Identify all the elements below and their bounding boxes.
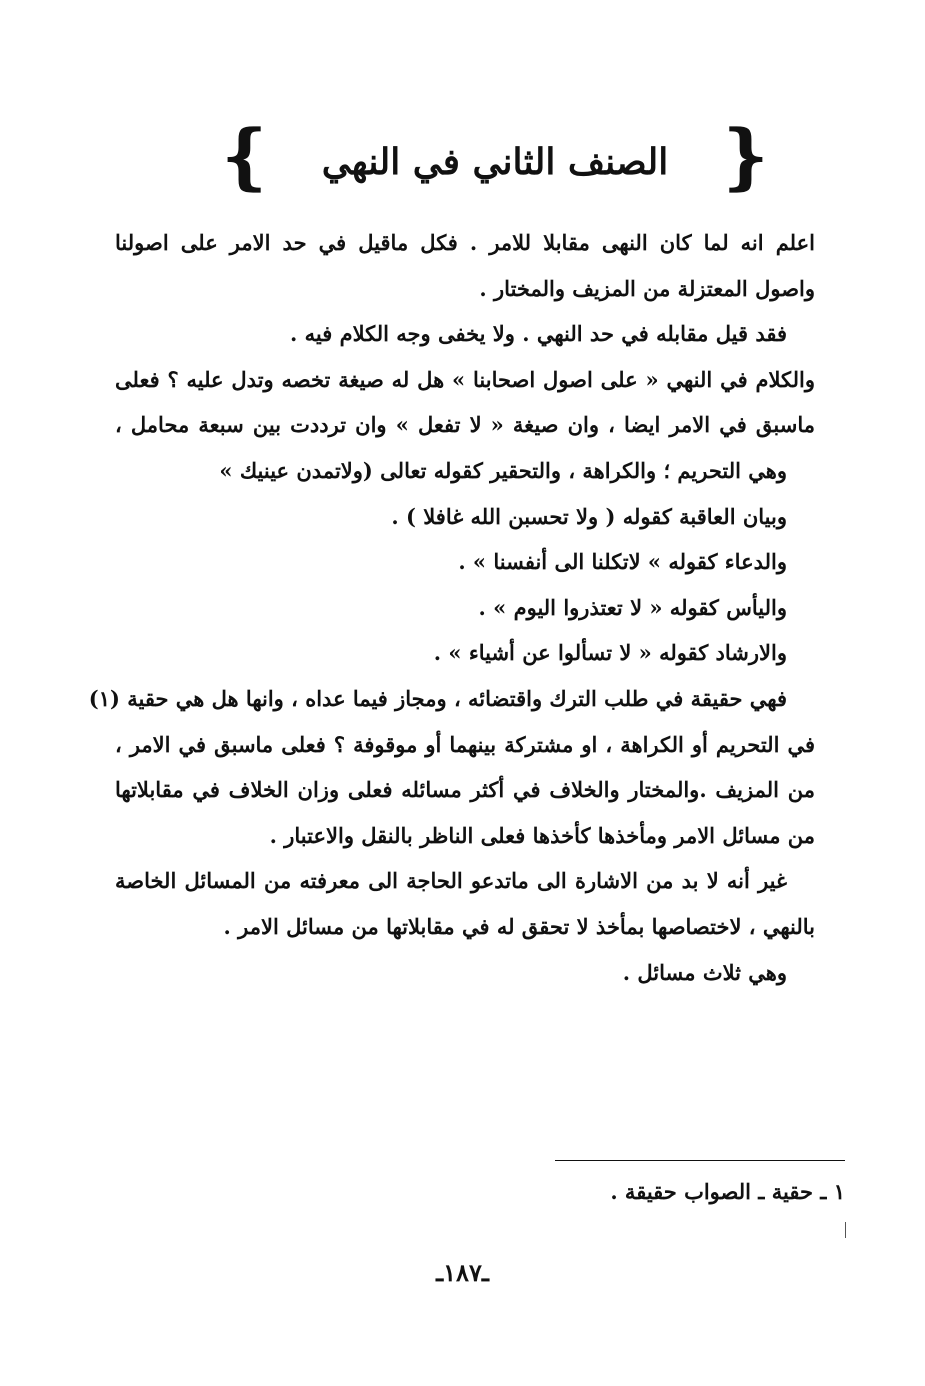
- text-line: والدعاء كقوله » لاتكلنا الى أنفسنا » .: [458, 549, 787, 575]
- text-line: في التحريم أو الكراهة ، او مشتركة بينهما أو موقوفة ؟ فعلى ماسبق في الامر ،: [115, 731, 815, 757]
- text-line: والارشاد كقوله « لا تسألوا عن أشياء » .: [433, 640, 787, 666]
- text-line: بالنهي ، لاختصاصها بمأخذ لا تحقق له في مقابلاتها من مسائل الامر .: [223, 913, 815, 939]
- text-line: وهي ثلاث مسائل .: [622, 959, 787, 985]
- text-line: اعلم انه لما كان النهى مقابلا للامر . فكل ماقيل في حد الامر على اصولنا: [115, 230, 815, 255]
- body-text: [88, 220, 815, 995]
- section-title: الصنف الثاني في النهي: [321, 141, 669, 183]
- text-line: وهي التحريم ؛ والكراهة ، والتحقير كقوله تعالى (ولاتمدن عينيك »: [219, 457, 787, 483]
- text-line: فقد قيل مقابله في حد النهي . ولا يخفى وجه الكلام فيه .: [290, 321, 787, 347]
- ornamental-bracket-right: ❴: [714, 114, 775, 198]
- margin-mark: [845, 1222, 846, 1238]
- text-line: من مسائل الامر ومأخذها كأخذها فعلى الناظر بالنقل والاعتبار .: [269, 822, 815, 848]
- footnote-divider: [555, 1160, 845, 1161]
- section-heading: [215, 114, 775, 202]
- footnote: ١ ـ حقية ـ الصواب حقيقة .: [610, 1179, 845, 1204]
- text-line: واليأس كقوله « لا تعتذروا اليوم » .: [478, 594, 787, 620]
- text-line: غير أنه لا بد من الاشارة الى ماتدعو الحاجة الى معرفته من المسائل الخاصة: [115, 868, 787, 894]
- text-line: والكلام في النهي « على اصول اصحابنا » هل له صيغة تخصه وتدل عليه ؟ فعلى: [115, 366, 815, 392]
- text-line: ماسبق في الامر ايضا ، وان صيغة « لا تفعل » وان ترددت بين سبعة محامل ،: [115, 412, 815, 438]
- text-line: من المزيف .والمختار والخلاف في أكثر مسائله فعلى وزان الخلاف في مقابلاتها: [115, 777, 815, 803]
- text-line: وبيان العاقبة كقوله ( ولا تحسبن الله غافلا ) .: [391, 503, 787, 529]
- ornamental-bracket-left: ❵: [215, 114, 276, 198]
- page-number: ـ١٨٧ـ: [436, 1258, 489, 1287]
- text-line: فهي حقيقة في طلب الترك واقتضائه ، ومجاز فيما عداه ، وانها هل هي حقية (١): [88, 685, 787, 711]
- text-line: واصول المعتزلة من المزيف والمختار .: [479, 275, 815, 301]
